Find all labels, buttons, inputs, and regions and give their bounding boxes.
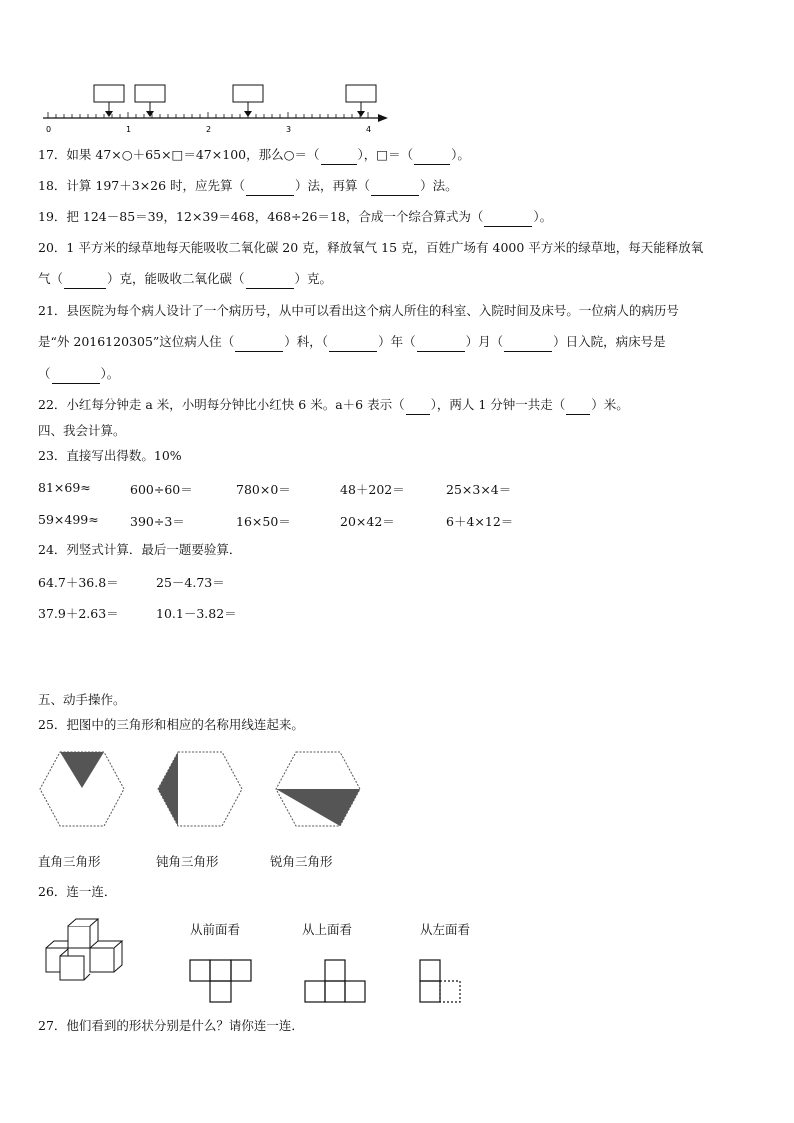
answer-blank[interactable]	[414, 152, 450, 165]
tick-label: 1	[126, 125, 132, 134]
label-obtuse-triangle: 钝角三角形	[156, 854, 219, 869]
answer-box-3[interactable]	[233, 85, 263, 117]
question-text: 18．计算 197＋3×26 时，应先算（	[38, 178, 246, 193]
question-text: ）法。	[420, 178, 458, 193]
answer-blank[interactable]	[406, 402, 430, 415]
hexagon-obtuse-triangle	[156, 748, 246, 838]
cube-stack-figure	[38, 916, 138, 986]
front-view-shape	[188, 958, 258, 1006]
question-text: （	[38, 366, 51, 381]
answer-blank[interactable]	[246, 276, 294, 289]
answer-box-4[interactable]	[346, 85, 376, 117]
answer-blank[interactable]	[52, 371, 100, 384]
calc-item: 81×69≈	[38, 480, 91, 495]
calc-item: 390÷3＝	[130, 514, 185, 529]
q25-title: 25．把图中的三角形和相应的名称用线连起来。	[38, 717, 304, 732]
label-acute-triangle: 锐角三角形	[270, 854, 333, 869]
question-text: ）。	[451, 147, 470, 162]
question-text: ），□＝（	[357, 147, 414, 162]
question-text: ）法，再算（	[295, 178, 371, 193]
tick-label: 0	[46, 125, 52, 134]
answer-blank[interactable]	[484, 214, 532, 227]
answer-box-1[interactable]	[94, 85, 124, 117]
question-text: ）。	[533, 209, 553, 224]
vertical-calc-item: 64.7＋36.8＝	[38, 575, 119, 590]
view-front-label: 从前面看	[190, 922, 241, 937]
question-q21a	[38, 303, 679, 319]
question-sec4	[38, 423, 126, 439]
question-q21c	[38, 366, 119, 384]
question-q23	[38, 448, 182, 464]
q26-title: 26．连一连．	[38, 884, 117, 899]
question-text: ）米。	[591, 397, 629, 412]
question-text: 四、我会计算。	[38, 423, 126, 438]
tick-label: 4	[366, 125, 372, 134]
calc-item: 48＋202＝	[340, 482, 405, 497]
view-left-label: 从左面看	[420, 922, 471, 937]
answer-blank[interactable]	[329, 339, 377, 352]
question-text: ）克，能吸收二氧化碳（	[107, 271, 245, 286]
calc-item: 59×499≈	[38, 512, 99, 527]
question-q20a	[38, 240, 703, 256]
tick-label: 2	[206, 125, 212, 134]
answer-blank[interactable]	[235, 339, 283, 352]
q27-title: 27．他们看到的形状分别是什么？请你连一连．	[38, 1018, 304, 1033]
question-text: 17．如果 47×○＋65×□＝47×100，那么○＝（	[38, 147, 320, 162]
question-text: 20．1 平方米的绿草地每天能吸收二氧化碳 20 克，释放氧气 15 克，百姓广场有 4000 平方米的绿草地，每天能释放氧	[38, 240, 704, 255]
question-text: ）克。	[294, 271, 333, 286]
answer-box-2[interactable]	[135, 85, 165, 117]
question-text: ）年（	[378, 334, 416, 349]
answer-blank[interactable]	[566, 402, 590, 415]
number-line	[38, 80, 418, 140]
question-text: ）科，（	[284, 334, 329, 349]
vertical-calc-item: 37.9＋2.63＝	[38, 606, 119, 621]
answer-blank[interactable]	[417, 339, 465, 352]
question-text: ），两人 1 分钟一共走（	[430, 397, 566, 412]
view-top-label: 从上面看	[302, 922, 353, 937]
question-text: 是“外 2016120305”这位病人住（	[38, 334, 235, 349]
answer-blank[interactable]	[504, 339, 552, 352]
question-text: 22．小红每分钟走 a 米，小明每分钟比小红快 6 米。a＋6 表示（	[38, 397, 405, 412]
answer-blank[interactable]	[321, 152, 357, 165]
hexagon-right-triangle	[38, 748, 128, 838]
top-view-shape	[303, 958, 373, 1006]
question-q17	[38, 147, 470, 165]
calc-item: 20×42＝	[340, 514, 395, 529]
answer-blank[interactable]	[371, 183, 419, 196]
calc-item: 25×3×4＝	[446, 482, 512, 497]
q24-title: 24．列竖式计算．最后一题要验算．	[38, 542, 242, 557]
question-text: ）。	[100, 366, 120, 381]
question-text: 23．直接写出得数。10%	[38, 448, 182, 463]
question-text: ）日入院，病床号是	[553, 334, 666, 349]
calc-item: 16×50＝	[236, 514, 291, 529]
question-q22	[38, 397, 629, 415]
question-text: 气（	[38, 271, 64, 286]
question-q18	[38, 178, 458, 196]
question-text: 21．县医院为每个病人设计了一个病历号，从中可以看出这个病人所住的科室、入院时间及床号。一位病人的病历号	[38, 303, 679, 318]
question-text: ）月（	[465, 334, 504, 349]
calc-item: 6＋4×12＝	[446, 514, 514, 529]
answer-blank[interactable]	[246, 183, 294, 196]
vertical-calc-item: 10.1－3.82＝	[156, 606, 237, 621]
question-q19	[38, 209, 552, 227]
calc-item: 780×0＝	[236, 482, 291, 497]
hexagon-acute-triangle	[274, 748, 364, 838]
question-text: 19．把 124－85＝39，12×39＝468，468÷26＝18，合成一个综合算式为（	[38, 209, 484, 224]
question-q21b	[38, 334, 666, 352]
left-view-shape	[418, 958, 468, 1006]
answer-blank[interactable]	[64, 276, 106, 289]
question-q20b	[38, 271, 332, 289]
vertical-calc-item: 25－4.73＝	[156, 575, 225, 590]
label-right-triangle: 直角三角形	[38, 854, 101, 869]
calc-item: 600÷60＝	[130, 482, 193, 497]
tick-label: 3	[286, 125, 292, 134]
section-5-title: 五、动手操作。	[38, 692, 126, 707]
